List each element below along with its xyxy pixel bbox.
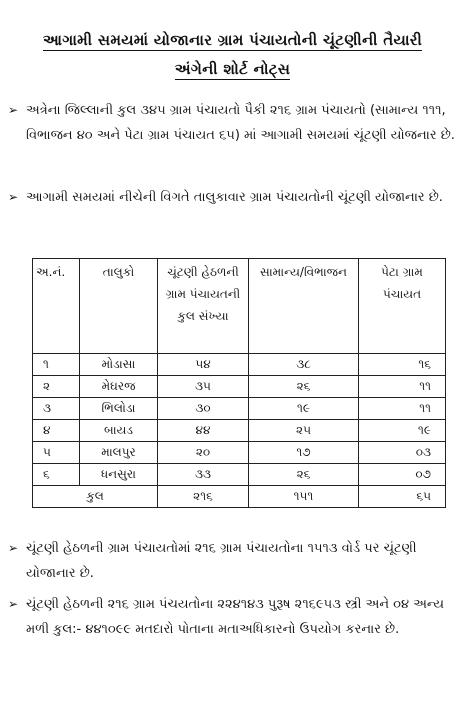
table-row	[33, 376, 446, 398]
table-row	[33, 442, 446, 464]
table-row	[33, 354, 446, 376]
bullet-arrow-icon: ➢	[8, 541, 19, 555]
cell-serial: ૩	[33, 398, 80, 420]
paragraph-text: આગામી સમયમાં નીચેની વિગતે તાલુકાવાર ગ્રામ પંચાયતોની ચૂંટણી યોજાનાર છે.	[26, 190, 443, 205]
cell-total-label: કુલ	[33, 486, 158, 508]
table-row	[33, 420, 446, 442]
cell-total-gp: ૫૪	[158, 354, 249, 376]
cell-taluka: બાયડ	[80, 420, 158, 442]
paragraph-text: અત્રેના જિલ્લાની કુલ ૩૪૫ ગ્રામ પંચાયતો પૈકી ૨૧૬ ગ્રામ પંચાયતો (સામાન્ય ૧૧૧, વિભાજન ૪૦ અને પેટા ગ્રામ પંચાયત ૬૫) માં આગામી સમયમાં ચૂંટણી યોજનાર છે.	[26, 103, 455, 143]
bullet-arrow-icon: ➢	[8, 597, 19, 611]
paragraph-text: ચૂંટણી હેઠળની ગ્રામ પંચાયતોમાં ૨૧૬ ગ્રામ પંચાયતોના ૧૫૧૩ વોર્ડ પર ચૂંટણી યોજાનાર છે.	[26, 541, 417, 581]
cell-total-gp: ૩૦	[158, 398, 249, 420]
header-serial: અ.નં.	[33, 259, 80, 354]
table-row	[33, 398, 446, 420]
cell-sub-gp: ૧૧	[359, 376, 446, 398]
cell-taluka: માલપુર	[80, 442, 158, 464]
cell-general-division: ૩૮	[249, 354, 359, 376]
cell-taluka: મેઘરજ	[80, 376, 158, 398]
document-title-line1	[0, 31, 465, 49]
paragraph-voter-count	[8, 592, 460, 642]
cell-total-gp: ૪૪	[158, 420, 249, 442]
cell-serial: ૨	[33, 376, 80, 398]
cell-taluka: ભિલોડા	[80, 398, 158, 420]
bullet-arrow-icon: ➢	[8, 103, 19, 117]
cell-serial: ૧	[33, 354, 80, 376]
title-line1-text: આગામી સમયમાં યોજાનાર ગ્રામ પંચાયતોની ચૂંટણીની તૈયારી	[42, 31, 423, 49]
cell-general-division: ૨૫	[249, 420, 359, 442]
paragraph-taluka-intro	[8, 185, 460, 210]
document-title-line2	[0, 60, 465, 78]
header-sub-gp: પેટા ગ્રામ પંચાયત	[359, 259, 446, 354]
cell-total-gp-sum: ૨૧૬	[158, 486, 249, 508]
paragraph-district-summary	[8, 98, 460, 148]
header-general-division: સામાન્ય/વિભાજન	[249, 259, 359, 354]
cell-sub-gp-sum: ૬૫	[359, 486, 446, 508]
cell-sub-gp: ૦૭	[359, 464, 446, 486]
cell-total-gp: ૨૦	[158, 442, 249, 464]
cell-general-division: ૨૬	[249, 464, 359, 486]
table-row	[33, 464, 446, 486]
table-header-row	[33, 259, 446, 354]
cell-total-gp: ૩૫	[158, 376, 249, 398]
cell-general-division-sum: ૧૫૧	[249, 486, 359, 508]
cell-serial: ૫	[33, 442, 80, 464]
paragraph-ward-count	[8, 536, 460, 586]
cell-general-division: ૨૬	[249, 376, 359, 398]
paragraph-text: ચૂંટણી હેઠળની ૨૧૬ ગ્રામ પંચયતોના ૨૨૪૧૪૩ પુરૂષ ૨૧૬૯૫૩ સ્ત્રી અને ૦૪ અન્ય મળી કુલ:- ૪૪૧૦૯૯ મતદારો પોતાના મતાઅધિકારનો ઉપયોગ કરનાર છે.	[26, 597, 445, 637]
title-line2-text: અંગેની શોર્ટ નોટ્સ	[174, 60, 291, 78]
cell-sub-gp: ૧૯	[359, 420, 446, 442]
cell-serial: ૬	[33, 464, 80, 486]
cell-sub-gp: ૦૩	[359, 442, 446, 464]
cell-general-division: ૧૭	[249, 442, 359, 464]
header-total-gp: ચૂંટણી હેઠળની ગ્રામ પંચાયતની કુલ સંખ્યા	[158, 259, 249, 354]
cell-serial: ૪	[33, 420, 80, 442]
cell-general-division: ૧૯	[249, 398, 359, 420]
header-taluka: તાલુકો	[80, 259, 158, 354]
cell-taluka: મોડાસા	[80, 354, 158, 376]
cell-taluka: ધનસુરા	[80, 464, 158, 486]
cell-sub-gp: ૧૬	[359, 354, 446, 376]
bullet-arrow-icon: ➢	[8, 190, 19, 204]
table-total-row	[33, 486, 446, 508]
cell-sub-gp: ૧૧	[359, 398, 446, 420]
taluka-election-table	[32, 258, 446, 508]
cell-total-gp: ૩૩	[158, 464, 249, 486]
